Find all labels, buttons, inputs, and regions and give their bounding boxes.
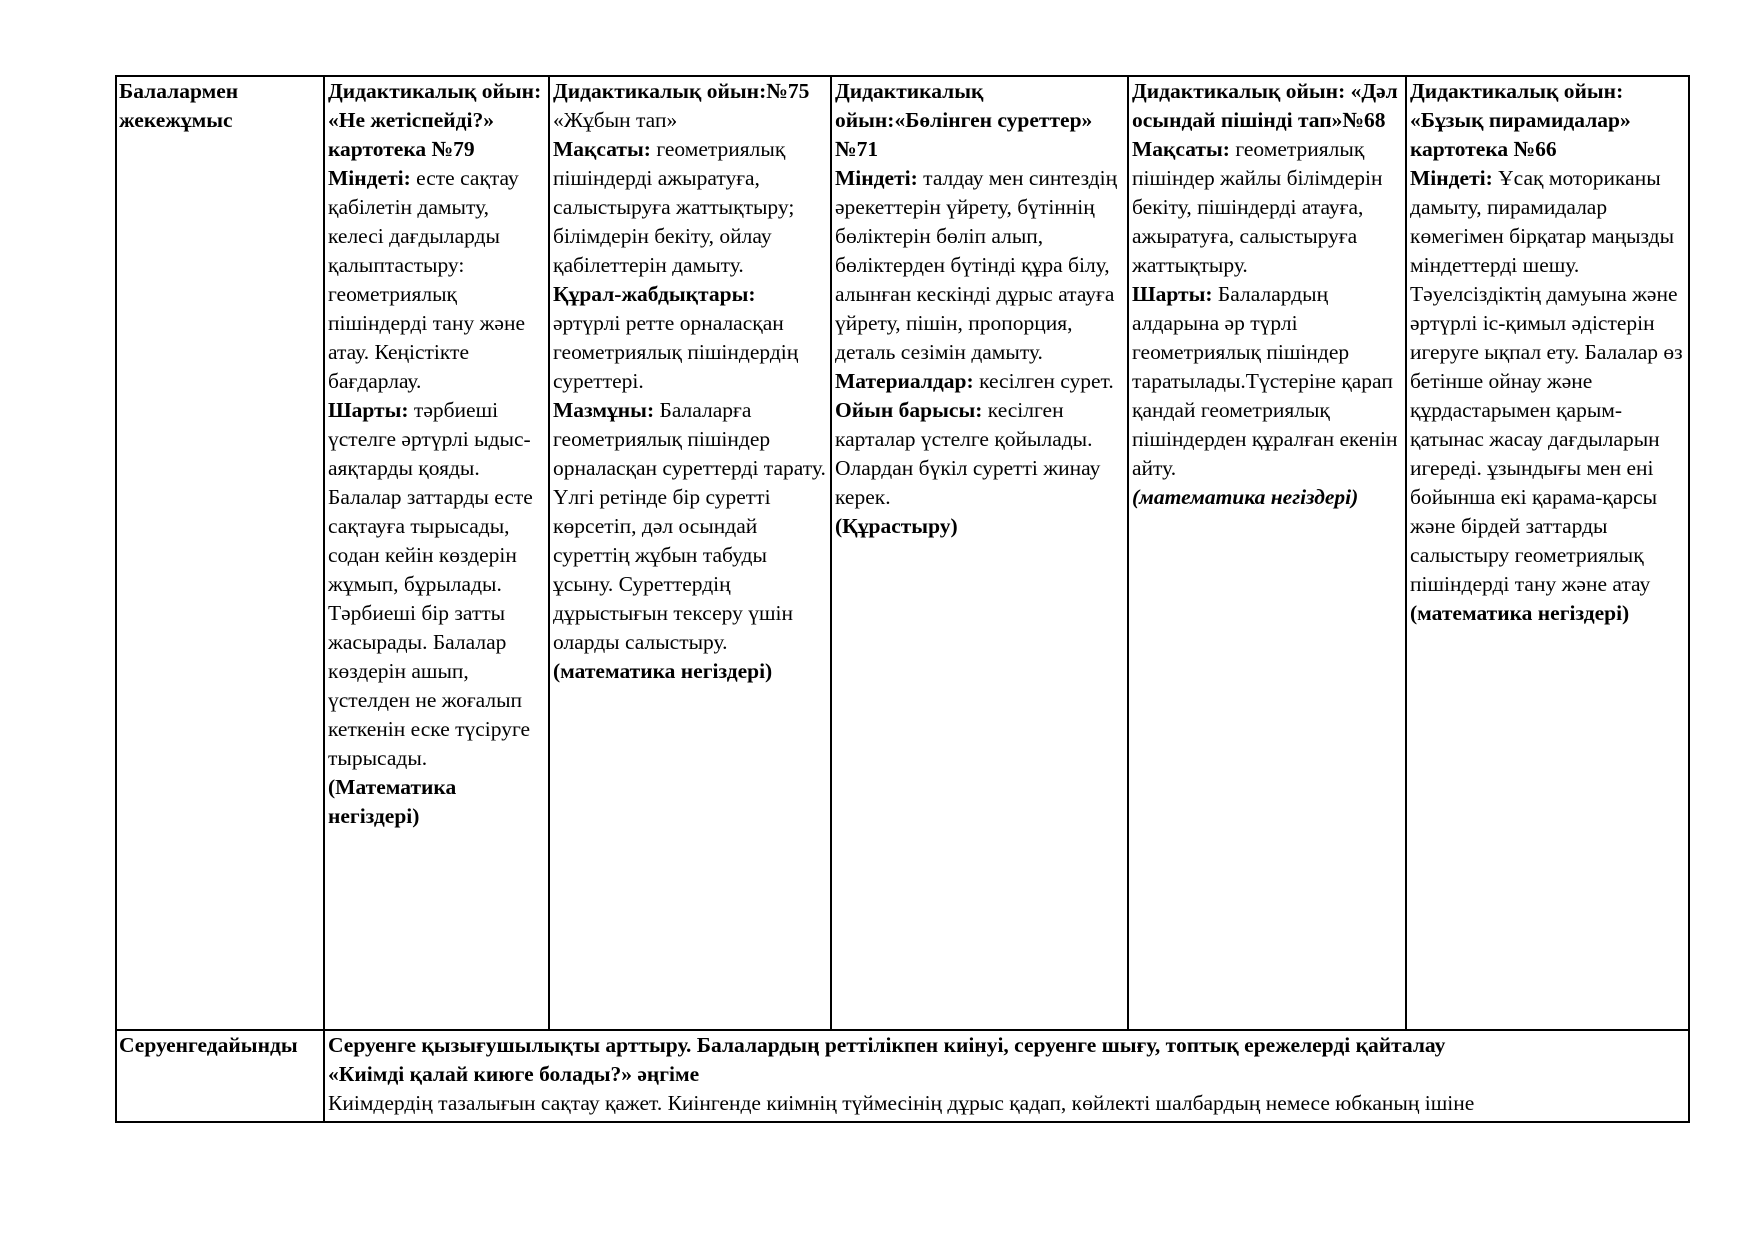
subject-tag: (Математика негіздері) [328, 775, 457, 828]
table-row-walk-preparation [116, 1030, 1689, 1122]
row-header-label: Балалармен жекежұмыс [119, 79, 239, 132]
subject-tag: (математика негіздері) [1410, 601, 1630, 625]
game-title: Дидактикалық ойын:№75 [553, 79, 810, 103]
walk-preparation-cell [324, 1030, 1689, 1122]
block-label: Міндеті: [328, 166, 411, 190]
game-cell-75 [549, 76, 831, 1030]
block-label: Мазмұны: [553, 398, 655, 422]
block-label: Мақсаты: [553, 137, 651, 161]
row-header-individual-work [116, 76, 324, 1030]
game-cell-68 [1128, 76, 1406, 1030]
block-label: Міндеті: [835, 166, 918, 190]
block-label: Материалдар: [835, 369, 974, 393]
conversation-title: «Киімді қалай киюге болады?» әңгіме [328, 1062, 700, 1086]
block-text: Ұсақ моториканы дамыту, пирамидалар көмегімен бірқатар маңызды міндеттерді шешу. Тәуелсіздіктің дамуына және әртүрлі іс-қимыл әдістерін игеруге ықпал ету. Балалар өз бетінше ойнау және құрдастарымен қарым-қатынас жасау дағдыларын игереді. ұзындығы мен ені бойынша екі қарама-қарсы және бірдей заттарды салыстыру геометриялық пішіндерді тану және атау [1410, 166, 1683, 596]
block-text: геометриялық пішіндерді ажыратуға, салыстыруға жаттықтыру; білімдерін бекіту, ойлау қабілеттерін дамыту. [553, 137, 795, 277]
block-label: Мақсаты: [1132, 137, 1230, 161]
block-label: Құрал-жабдықтары: [553, 282, 756, 306]
game-cell-66 [1406, 76, 1689, 1030]
game-cell-71 [831, 76, 1128, 1030]
block-label: Шарты: [1132, 282, 1213, 306]
block-text: талдау мен синтездің әрекеттерін үйрету, бүтіннің бөліктерін бөліп алып, бөліктерден бүтінді құра білу, алынған кескінді дұрыс атауға үйрету, пішін, пропорция, деталь сезімін дамыту. [835, 166, 1118, 364]
block-label: Ойын барысы: [835, 398, 983, 422]
block-text: әртүрлі ретте орналасқан геометриялық пішіндердің суреттері. [553, 311, 799, 393]
block-text: Балалардың алдарына әр түрлі геометриялық пішіндер таратылады.Түстеріне қарап қандай геометриялық пішіндерден құралған екенін айту. [1132, 282, 1398, 480]
block-text: кесілген карталар үстелге қойылады. Олардан бүкіл суретті жинау керек. [835, 398, 1101, 509]
conversation-text: Киімдердің тазалығын сақтау қажет. Киінгенде киімнің түймесінің дұрыс қадап, көйлекті шалбардың немесе юбканың ішіне [328, 1091, 1475, 1115]
game-subtitle: «Жұбын тап» [553, 108, 678, 132]
game-title: Дидактикалық ойын: «Дәл осындай пішінді тап»№68 [1132, 79, 1398, 132]
block-label: Міндеті: [1410, 166, 1493, 190]
block-text: тәрбиеші үстелге әртүрлі ыдыс-аяқтарды қояды. Балалар заттарды есте сақтауға тырысады, содан кейін көздерін жұмып, бұрылады. Тәрбиеші бір затты жасырады. Балалар көздерін ашып, үстелден не жоғалып кеткенін еске түсіруге тырысады. [328, 398, 533, 770]
block-label: Шарты: [328, 398, 409, 422]
game-cell-79 [324, 76, 549, 1030]
walk-goal-text: Серуенге қызығушылықты арттыру. Балалардың реттілікпен киінуі, серуенге шығу, топтық ережелерді қайталау [328, 1033, 1446, 1057]
row-header-walk-preparation [116, 1030, 324, 1122]
block-text: кесілген сурет. [973, 369, 1114, 393]
daily-plan-table [115, 75, 1690, 1123]
subject-tag: (Құрастыру) [835, 514, 958, 538]
game-title: Дидактикалық ойын: «Не жетіспейді?» картотека №79 [328, 79, 542, 161]
subject-tag: (математика негіздері) [1132, 485, 1359, 509]
block-text: Балаларға геометриялық пішіндер орналасқан суреттерді тарату. Үлгі ретінде бір суретті көрсетіп, дәл осындай суреттің жұбын табуды ұсыну. Суреттердің дұрыстығын тексеру үшін оларды салыстыру. [553, 398, 826, 654]
game-title: Дидактикалық ойын: «Бұзық пирамидалар» картотека №66 [1410, 79, 1631, 161]
block-text: геометриялық пішіндер жайлы білімдерін бекіту, пішіндерді атауға, ажыратуға, салыстыруға жаттықтыру. [1132, 137, 1383, 277]
block-text: есте сақтау қабілетін дамыту, келесі дағдыларды қалыптастыру: геометриялық пішіндерді тану және атау. Кеңістікте бағдарлау. [328, 166, 526, 393]
game-title: Дидактикалық ойын:«Бөлінген суреттер» №71 [835, 79, 1093, 161]
table-row-individual-work [116, 76, 1689, 1030]
row-header-label: Серуенгедайынды [119, 1033, 298, 1057]
subject-tag: (математика негіздері) [553, 659, 773, 683]
